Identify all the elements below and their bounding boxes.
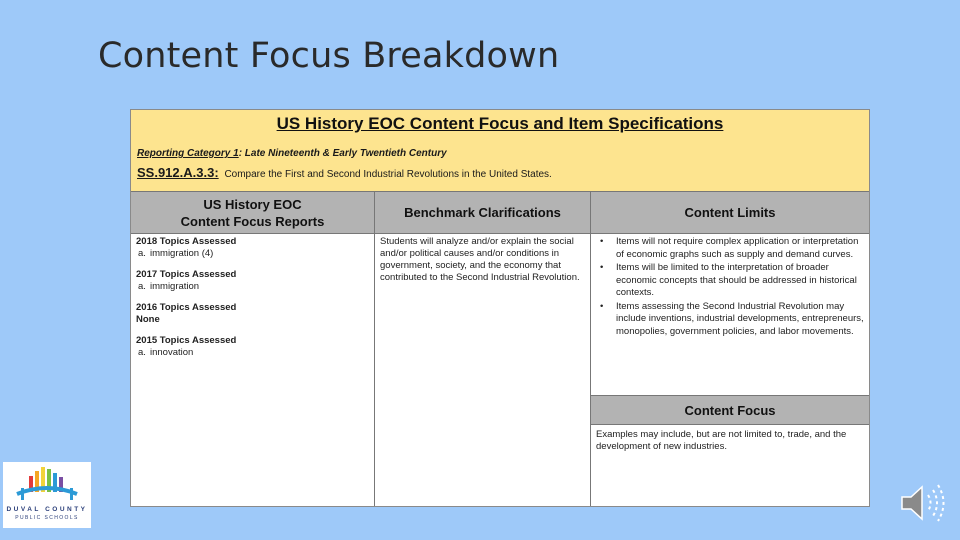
clarification-text: Students will analyze and/or explain the social and/or political causes and/or conditions in government, society, and the economy that contributed to the Second Industrial Revolution. — [380, 236, 580, 283]
topic-year: 2016 Topics Assessed — [136, 302, 237, 313]
district-logo — [3, 462, 91, 528]
topic-item — [136, 248, 369, 260]
topic-text: None — [136, 314, 160, 325]
document-header — [131, 110, 869, 192]
standard-code: SS.912.A.3.3: — [137, 165, 219, 180]
topic-block — [136, 269, 369, 293]
topic-year: 2017 Topics Assessed — [136, 269, 237, 280]
benchmark-standard — [137, 165, 552, 180]
topic-block — [136, 302, 369, 326]
standard-text: Compare the First and Second Industrial Revolutions in the United States. — [224, 169, 552, 180]
slide-title: Content Focus Breakdown — [98, 36, 560, 76]
reports-header-line2: Content Focus Reports — [180, 213, 325, 229]
limit-text: Items will be limited to the interpretation of broader economic concepts that should be addressed in historical contexts. — [616, 262, 857, 298]
content-focus-header: Content Focus — [591, 395, 869, 425]
reporting-category-value: : Late Nineteenth & Early Twentieth Century — [238, 148, 447, 159]
spec-document — [130, 109, 870, 507]
topic-text: innovation — [150, 347, 194, 358]
reporting-category-label: Reporting Category 1 — [137, 148, 239, 159]
topic-marker: a. — [138, 248, 146, 259]
content-focus-text: Examples may include, but are not limited to, trade, and the development of new industries. — [596, 429, 847, 452]
topic-marker: a. — [138, 281, 146, 292]
limit-item — [595, 301, 864, 339]
bullet-icon: • — [600, 236, 604, 247]
topic-item — [136, 347, 369, 359]
column-benchmark-clarifications — [375, 192, 591, 506]
limit-text: Items assessing the Second Industrial Revolution may include inventions, industrial developments, entrepreneurs, monopolies, government policies, and labor movements. — [616, 300, 864, 337]
topic-block — [136, 335, 369, 359]
bullet-icon: • — [600, 262, 604, 273]
topic-year: 2015 Topics Assessed — [136, 335, 237, 346]
column-header-reports — [131, 192, 374, 234]
content-limits-list — [591, 234, 869, 341]
topic-marker: a. — [138, 347, 146, 358]
logo-text-line2: PUBLIC SCHOOLS — [15, 515, 79, 521]
limit-text: Items will not require complex application or interpretation of economic graphs such as supply and demand curves. — [616, 236, 859, 260]
column-header-limits: Content Limits — [591, 192, 869, 234]
spec-table — [131, 192, 869, 506]
topic-year: 2018 Topics Assessed — [136, 236, 237, 247]
logo-text-line1: DUVAL COUNTY — [6, 506, 88, 513]
topics-list — [131, 234, 374, 370]
limit-item — [595, 262, 864, 300]
column-content-limits — [591, 192, 869, 506]
logo-mark-icon — [3, 462, 91, 506]
speaker-icon[interactable] — [898, 480, 950, 526]
topic-text: immigration — [150, 281, 200, 292]
document-heading: US History EOC Content Focus and Item Specifications — [276, 114, 724, 133]
reporting-category — [137, 148, 447, 159]
reports-header-line1: US History EOC — [203, 196, 302, 212]
limit-item — [595, 236, 864, 261]
topic-block — [136, 236, 369, 260]
topic-item — [136, 281, 369, 293]
bullet-icon: • — [600, 300, 604, 312]
column-header-clarifications: Benchmark Clarifications — [375, 192, 590, 234]
topic-text: immigration (4) — [150, 248, 214, 259]
column-content-focus-reports — [131, 192, 375, 506]
